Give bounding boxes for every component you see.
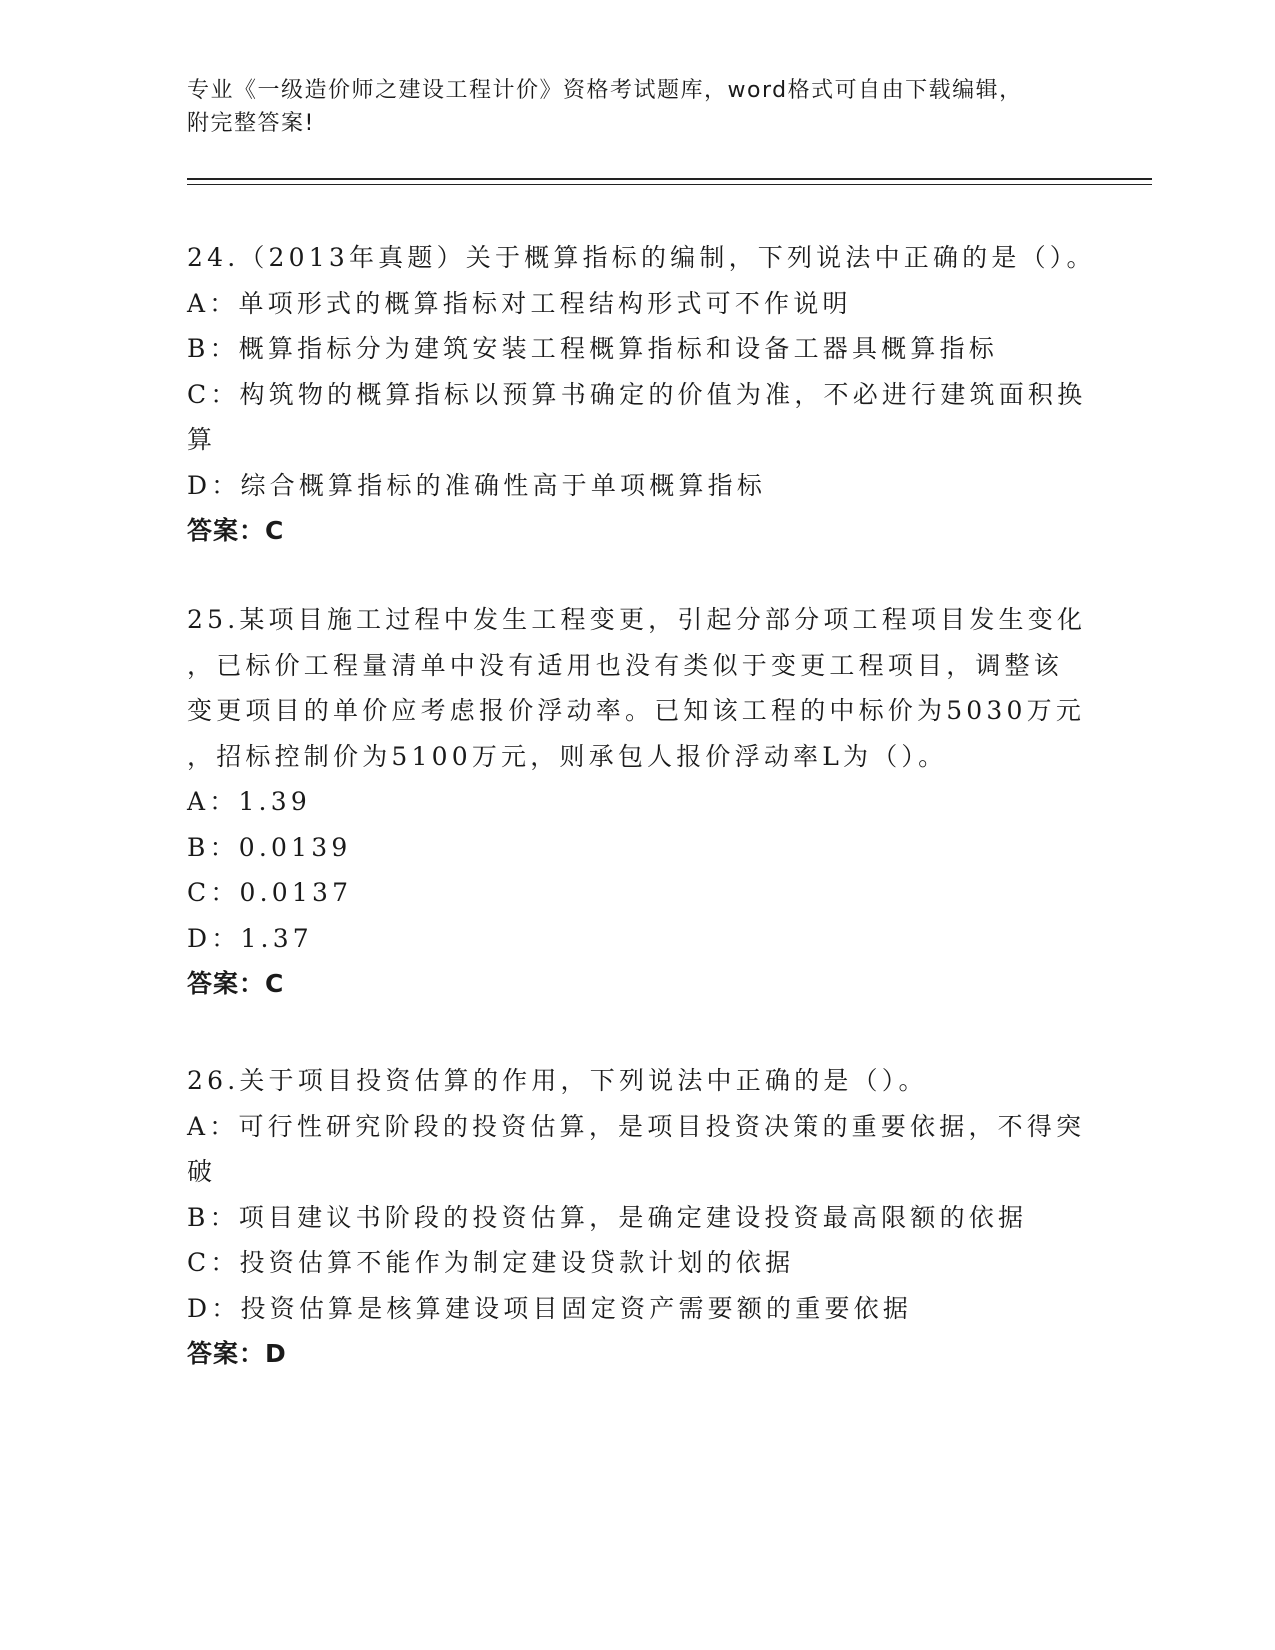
answer-label: 答案：C bbox=[187, 969, 285, 998]
answer-label: 答案：D bbox=[187, 1339, 287, 1368]
answer-label: 答案：C bbox=[187, 516, 285, 545]
header-divider-thin bbox=[187, 184, 1152, 185]
question-stem: 变更项目的单价应考虑报价浮动率。已知该工程的中标价为5030万元 bbox=[187, 696, 1086, 725]
option-d: D：综合概算指标的准确性高于单项概算指标 bbox=[187, 470, 767, 500]
question-stem: ，已标价工程量清单中没有适用也没有类似于变更工程项目，调整该 bbox=[187, 650, 1064, 680]
option-d: D：1.37 bbox=[187, 923, 313, 953]
option-a: A：单项形式的概算指标对工程结构形式可不作说明 bbox=[187, 288, 852, 318]
option-a-continued: 破 bbox=[187, 1157, 217, 1186]
question-26 bbox=[187, 1058, 1086, 1377]
option-c-continued: 算 bbox=[187, 425, 217, 454]
question-25 bbox=[187, 597, 1087, 1007]
option-b: B：0.0139 bbox=[187, 832, 352, 862]
option-a: A：1.39 bbox=[187, 787, 311, 816]
option-c: C：投资估算不能作为制定建设贷款计划的依据 bbox=[187, 1248, 795, 1277]
header-line: 附完整答案! bbox=[187, 111, 315, 136]
option-b: B：项目建议书阶段的投资估算，是确定建设投资最高限额的依据 bbox=[187, 1202, 1028, 1232]
question-stem: 26.关于项目投资估算的作用，下列说法中正确的是（）。 bbox=[187, 1066, 928, 1095]
option-d: D：投资估算是核算建设项目固定资产需要额的重要依据 bbox=[187, 1293, 913, 1323]
option-a: A：可行性研究阶段的投资估算，是项目投资决策的重要依据，不得突 bbox=[187, 1111, 1086, 1141]
header-line: 专业《一级造价师之建设工程计价》资格考试题库，word格式可自由下载编辑， bbox=[187, 78, 1023, 103]
document-header bbox=[187, 74, 1067, 140]
question-stem: ，招标控制价为5100万元，则承包人报价浮动率L为（）。 bbox=[187, 741, 948, 771]
question-stem: 24.（2013年真题）关于概算指标的编制，下列说法中正确的是（）。 bbox=[187, 243, 1096, 272]
option-c: C：0.0137 bbox=[187, 878, 353, 907]
question-24 bbox=[187, 235, 1096, 554]
header-divider-thick bbox=[187, 178, 1152, 180]
option-c: C：构筑物的概算指标以预算书确定的价值为准，不必进行建筑面积换 bbox=[187, 379, 1087, 409]
question-stem: 25.某项目施工过程中发生工程变更，引起分部分项工程项目发生变化 bbox=[187, 605, 1087, 634]
option-b: B：概算指标分为建筑安装工程概算指标和设备工器具概算指标 bbox=[187, 334, 998, 363]
